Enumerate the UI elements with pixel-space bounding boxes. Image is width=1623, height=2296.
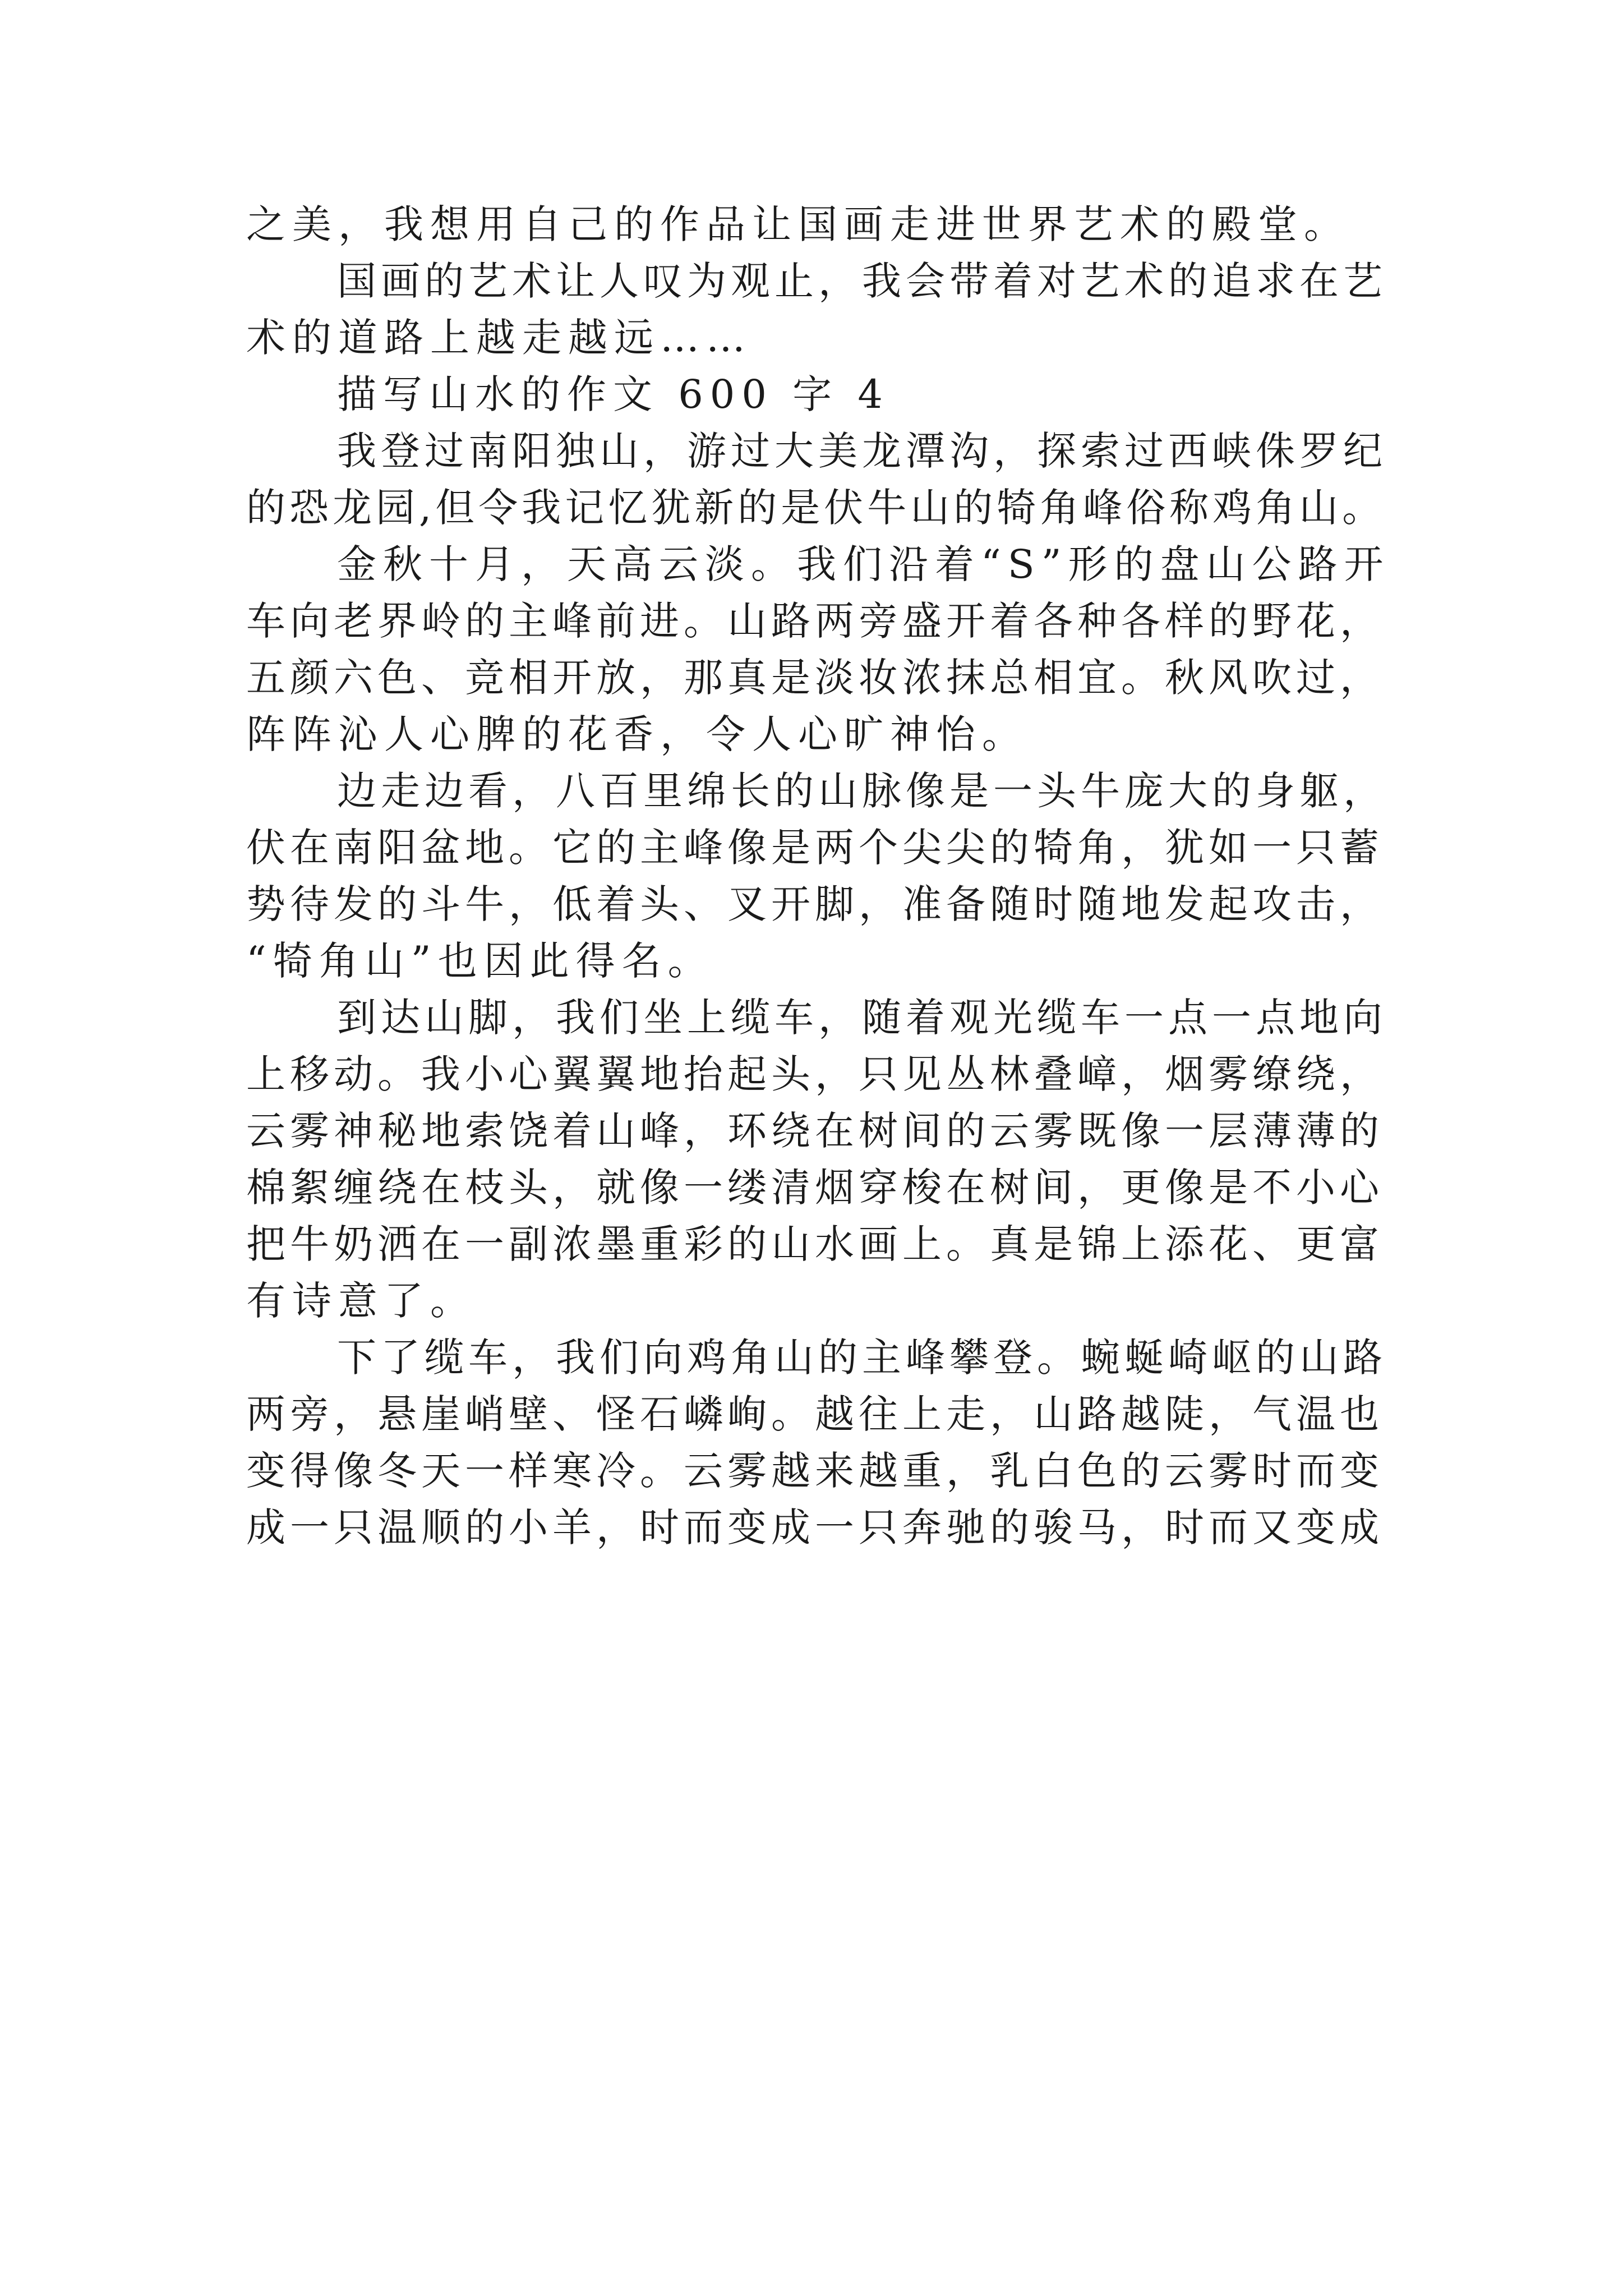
text-line: 势待发的斗牛，低着头、叉开脚，准备随时随地发起攻击， (246, 881, 1384, 927)
text-line: 下了缆车，我们向鸡角山的主峰攀登。蜿蜒崎岖的山路 (337, 1335, 1387, 1381)
text-line: 之美，我想用自己的作品让国画走进世界艺术的殿堂。 (246, 201, 1350, 247)
text-line: 棉絮缠绕在枝头，就像一缕清烟穿梭在树间，更像是不小心 (246, 1165, 1384, 1211)
text-line: 边走边看，八百里绵长的山脉像是一头牛庞大的身躯， (337, 768, 1387, 814)
text-line: 金秋十月，天高云淡。我们沿着“S”形的盘山公路开 (337, 541, 1390, 587)
text-line: 术的道路上越走越远…… (246, 315, 752, 361)
text-line: 阵阵沁人心脾的花香，令人心旷神怡。 (246, 711, 1028, 757)
text-line: 国画的艺术让人叹为观止，我会带着对艺术的追求在艺 (337, 258, 1387, 304)
text-line: 我登过南阳独山，游过大美龙潭沟，探索过西峡侏罗纪 (337, 428, 1387, 474)
text-line: 上移动。我小心翼翼地抬起头，只见丛林叠嶂，烟雾缭绕， (246, 1051, 1384, 1097)
text-line: 的恐龙园,但令我记忆犹新的是伏牛山的犄角峰俗称鸡角山。 (246, 485, 1386, 531)
text-line: 车向老界岭的主峰前进。山路两旁盛开着各种各样的野花， (246, 598, 1384, 644)
text-line: 到达山脚，我们坐上缆车，随着观光缆车一点一点地向 (337, 995, 1387, 1041)
text-line: 描写山水的作文 600 字 4 (337, 371, 889, 417)
text-line: 两旁，悬崖峭壁、怪石嶙峋。越往上走，山路越陡，气温也 (246, 1391, 1384, 1437)
text-line: 有诗意了。 (246, 1278, 476, 1324)
document-body (246, 196, 1390, 1556)
text-line: 把牛奶洒在一副浓墨重彩的山水画上。真是锦上添花、更富 (246, 1221, 1384, 1267)
text-line: 伏在南阳盆地。它的主峰像是两个尖尖的犄角，犹如一只蓄 (246, 825, 1384, 871)
text-line: 成一只温顺的小羊，时而变成一只奔驰的骏马，时而又变成 (246, 1504, 1384, 1550)
text-line: 变得像冬天一样寒冷。云雾越来越重，乳白色的云雾时而变 (246, 1448, 1384, 1494)
text-line: 云雾神秘地索饶着山峰，环绕在树间的云雾既像一层薄薄的 (246, 1108, 1384, 1154)
text-line: 五颜六色、竞相开放，那真是淡妆浓抹总相宜。秋风吹过， (246, 655, 1384, 701)
text-line: “犄角山”也因此得名。 (246, 938, 714, 984)
